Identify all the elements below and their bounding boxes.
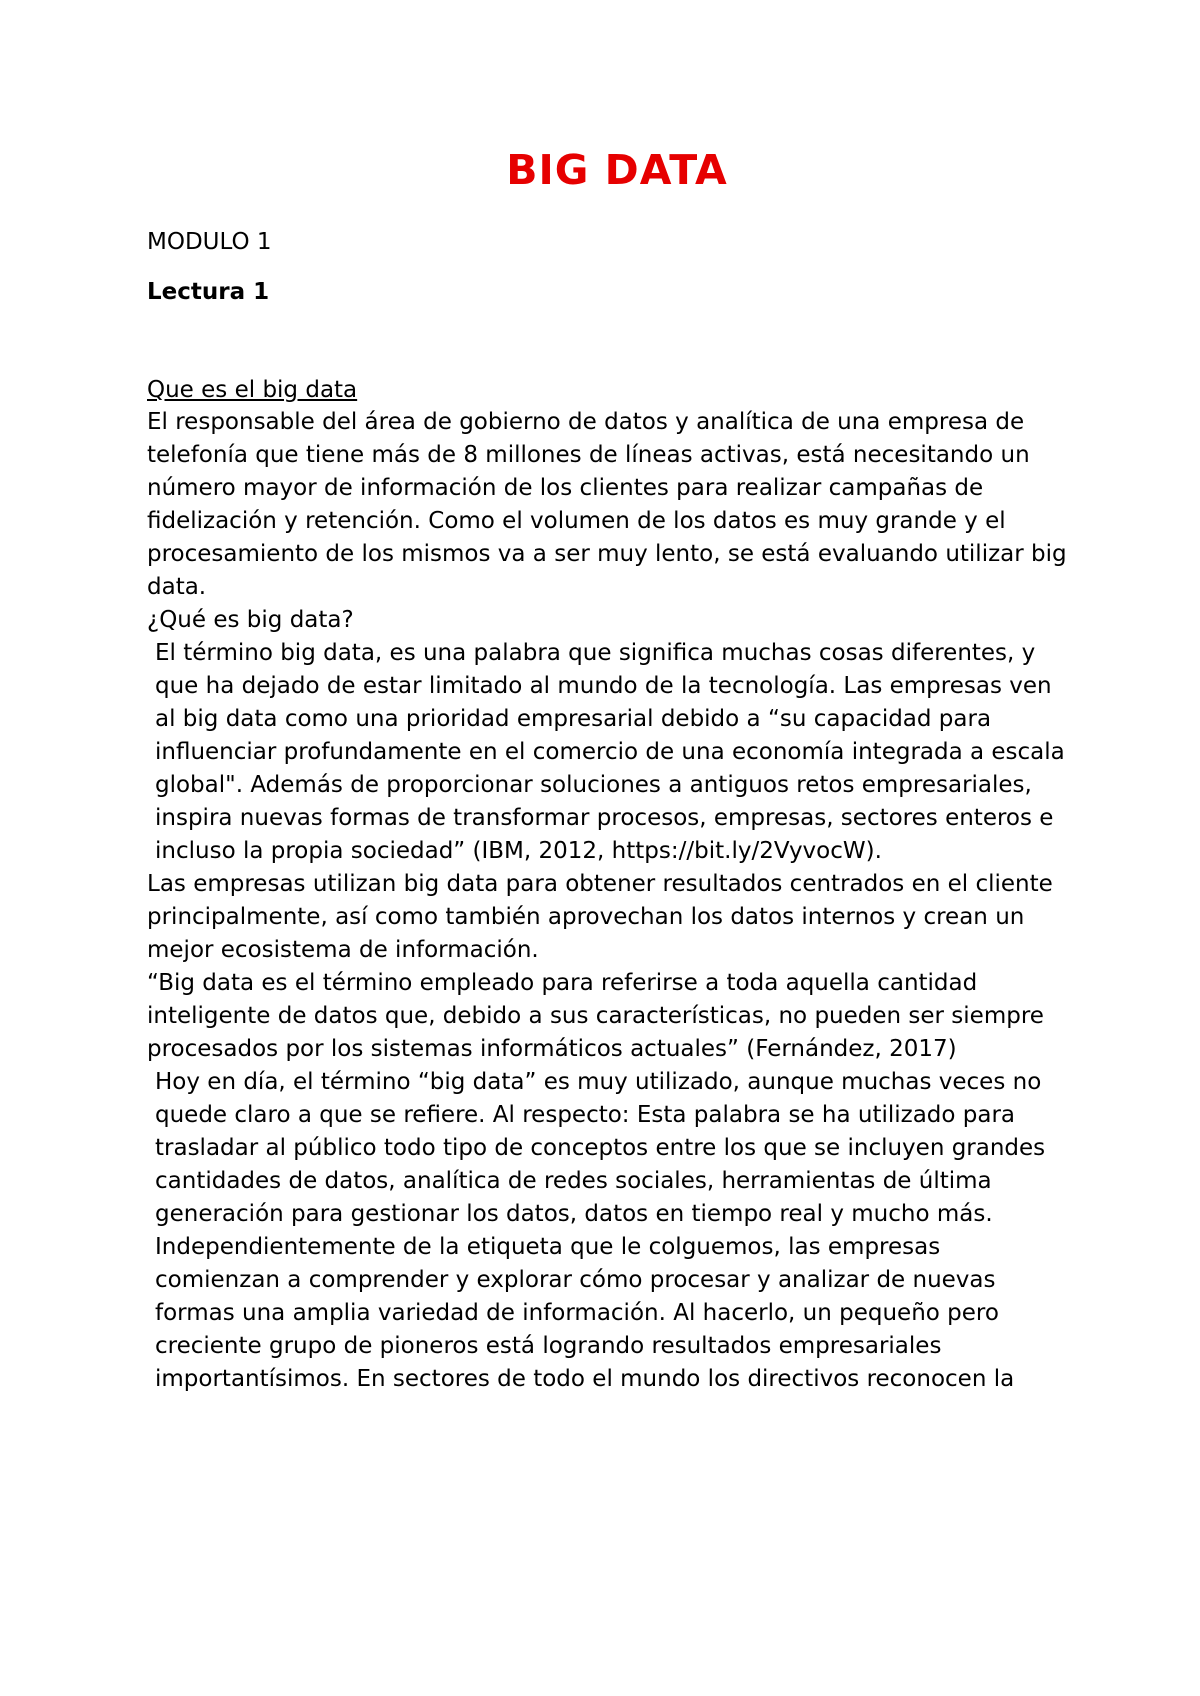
module-label: MODULO 1 — [147, 229, 272, 255]
document-title: BIG DATA — [506, 146, 728, 194]
paragraph-companies: Las empresas utilizan big data para obtener resultados centrados en el cliente principalmente, así como también aprovechan los datos internos y crean un mejor ecosistema de información. — [147, 871, 1053, 963]
document-page — [147, 140, 1067, 1396]
section-heading: Que es el big data — [147, 377, 358, 403]
paragraph-today: Hoy en día, el término “big data” es muy utilizado, aunque muchas veces no quede claro a que se refiere. Al respecto: Esta palabra se ha utilizado para trasladar al público todo tipo de conceptos entre los que se incluyen grandes cantidades de datos, analítica de redes sociales, herramientas de última generación para gestionar los datos, datos en tiempo real y mucho más. Independientemente de la etiqueta que le colguemos, las empresas comienzan a comprender y explorar cómo procesar y analizar de nuevas formas una amplia variedad de información. Al hacerlo, un pequeño pero creciente grupo de pioneros está logrando resultados empresariales importantísimos. En sectores de todo el mundo los directivos reconocen la — [155, 1069, 1046, 1392]
lecture-label: Lectura 1 — [147, 279, 270, 305]
paragraph-definition: El término big data, es una palabra que significa muchas cosas diferentes, y que ha dejado de estar limitado al mundo de la tecnología. Las empresas ven al big data como una prioridad empresarial debido a “su capacidad para influenciar profundamente en el comercio de una economía integrada a escala global". Además de proporcionar soluciones a antiguos retos empresariales, inspira nuevas formas de transformar procesos, empresas, sectores enteros e incluso la propia sociedad” (IBM, 2012, https://bit.ly/2VyvocW). — [155, 640, 1065, 864]
paragraph-intro: El responsable del área de gobierno de datos y analítica de una empresa de telefonía que tiene más de 8 millones de líneas activas, está necesitando un número mayor de información de los clientes para realizar campañas de fidelización y retención. Como el volumen de los datos es muy grande y el procesamiento de los mismos va a ser muy lento, se está evaluando utilizar big data. — [147, 409, 1067, 600]
question-heading: ¿Qué es big data? — [147, 607, 354, 633]
paragraph-quote: “Big data es el término empleado para referirse a toda aquella cantidad inteligente de datos que, debido a sus características, no pueden ser siempre procesados por los sistemas informáticos actuales” (Fernández, 2017) — [147, 970, 1044, 1062]
